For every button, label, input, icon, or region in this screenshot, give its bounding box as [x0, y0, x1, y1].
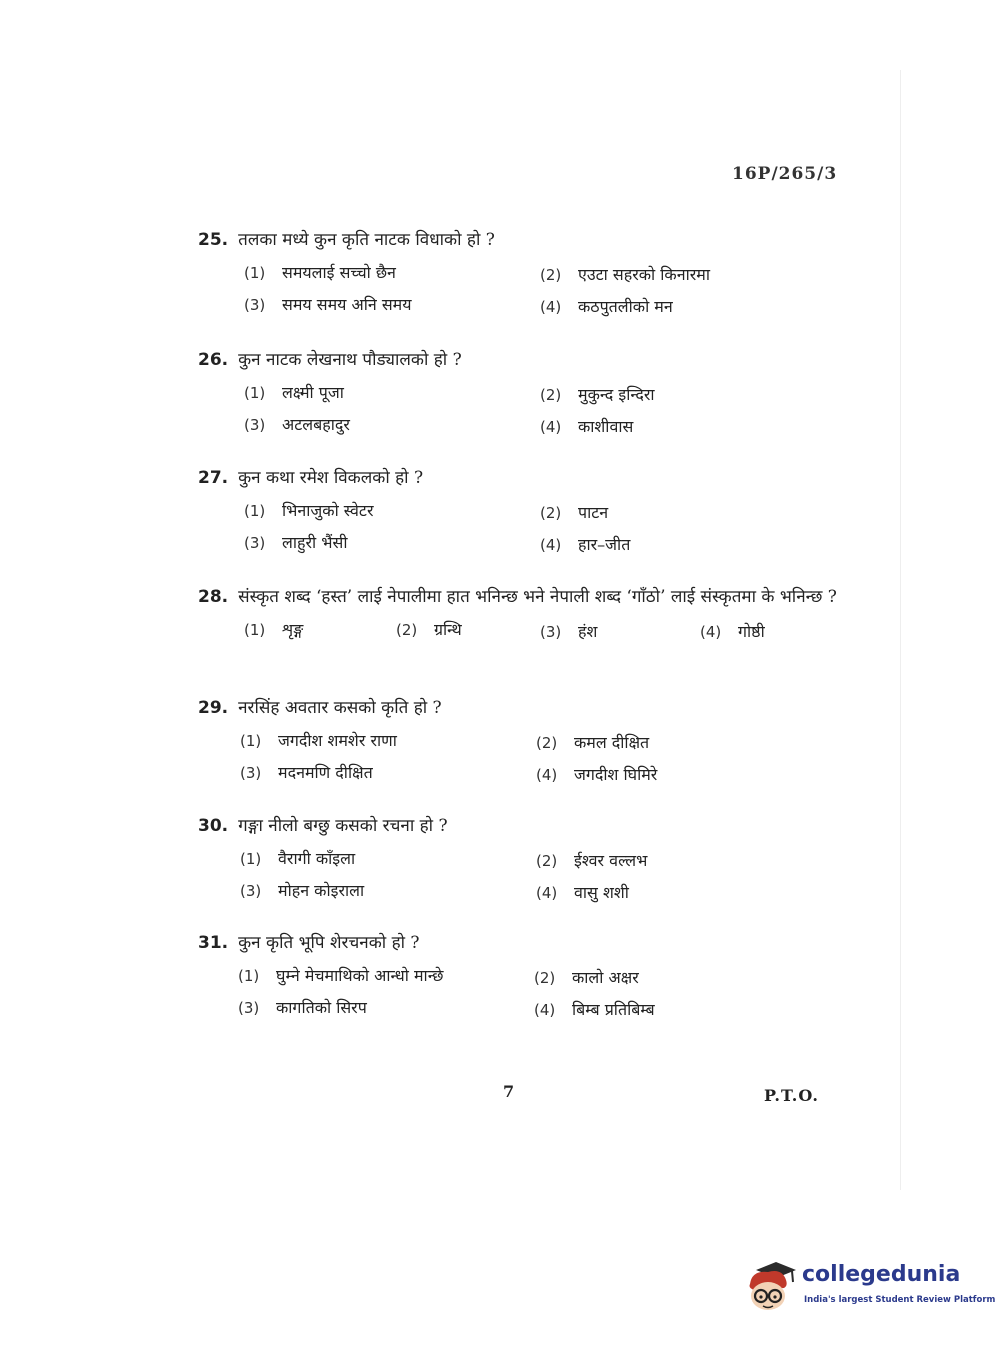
question-29	[198, 695, 848, 797]
option-3: (3) लाहुरी भैंसी	[244, 533, 348, 552]
pto-label: P.T.O.	[764, 1086, 819, 1105]
question-text: कुन कथा रमेश विकलको हो ?	[238, 468, 424, 488]
brand-tagline: India's largest Student Review Platform	[804, 1295, 996, 1305]
question-text: कुन कृति भूपि शेरचनको हो ?	[238, 933, 420, 953]
option-4: (4) काशीवास	[540, 417, 634, 436]
option-3: (3) हंश	[540, 622, 598, 641]
question-27	[198, 465, 848, 567]
question-text: गङ्गा नीलो बग्छु कसको रचना हो ?	[238, 816, 448, 836]
option-4: (4) गोष्ठी	[700, 622, 765, 641]
option-1: (1) घुम्ने मेचमाथिको आन्धो मान्छे	[238, 966, 444, 985]
option-1: (1) समयलाई सच्चो छैन	[244, 263, 396, 282]
option-3: (3) मोहन कोइराला	[240, 881, 365, 900]
question-text: तलका मध्ये कुन कृति नाटक विधाको हो ?	[238, 230, 495, 250]
option-2: (2) एउटा सहरको किनारमा	[540, 265, 710, 284]
option-2: (2) पाटन	[540, 503, 609, 522]
question-number: 29.	[198, 698, 229, 718]
question-text: संस्कृत शब्द ‘हस्त’ लाई नेपालीमा हात भनिन्छ भने नेपाली शब्द ‘गाँठो’ लाई संस्कृतमा के भनिन्छ ?	[238, 587, 837, 607]
paper-code: 16P/265/3	[732, 164, 838, 184]
option-3: (3) मदनमणि दीक्षित	[240, 763, 373, 782]
option-1: (1) भिनाजुको स्वेटर	[244, 501, 374, 520]
option-3: (3) समय समय अनि समय	[244, 295, 412, 314]
question-number: 30.	[198, 816, 229, 836]
option-1: (1) जगदीश शमशेर राणा	[240, 731, 397, 750]
option-4: (4) कठपुतलीको मन	[540, 297, 673, 316]
option-3: (3) अटलबहादुर	[244, 415, 350, 434]
option-2: (2) ईश्वर वल्लभ	[536, 851, 648, 870]
option-1: (1) लक्ष्मी पूजा	[244, 383, 344, 402]
brand-name: collegedunia	[802, 1262, 961, 1287]
page-number: 7	[503, 1082, 515, 1101]
scan-edge-line	[900, 70, 901, 1190]
question-31	[198, 930, 848, 1032]
question-number: 31.	[198, 933, 229, 953]
question-number: 27.	[198, 468, 229, 488]
question-text: कुन नाटक लेखनाथ पौड्यालको हो ?	[238, 350, 462, 370]
option-2: (2) ग्रन्थि	[396, 620, 462, 639]
option-4: (4) वासु शशी	[536, 883, 629, 902]
collegedunia-watermark	[742, 1252, 996, 1322]
option-4: (4) बिम्ब प्रतिबिम्ब	[534, 1000, 655, 1019]
question-number: 28.	[198, 587, 229, 607]
question-26	[198, 347, 848, 449]
option-4: (4) हार–जीत	[540, 535, 631, 554]
option-3: (3) कागतिको सिरप	[238, 998, 367, 1017]
option-2: (2) कालो अक्षर	[534, 968, 639, 987]
question-number: 26.	[198, 350, 229, 370]
option-2: (2) मुकुन्द इन्दिरा	[540, 385, 655, 404]
question-text: नरसिंह अवतार कसको कृति हो ?	[238, 698, 442, 718]
question-25	[198, 227, 848, 329]
mascot-logo-icon	[742, 1256, 800, 1314]
option-1: (1) वैरागी काँइला	[240, 849, 356, 868]
question-30	[198, 813, 848, 915]
option-1: (1) शृङ्ग	[244, 620, 304, 639]
option-4: (4) जगदीश घिमिरे	[536, 765, 658, 784]
question-number: 25.	[198, 230, 229, 250]
option-2: (2) कमल दीक्षित	[536, 733, 650, 752]
question-28	[198, 584, 838, 652]
